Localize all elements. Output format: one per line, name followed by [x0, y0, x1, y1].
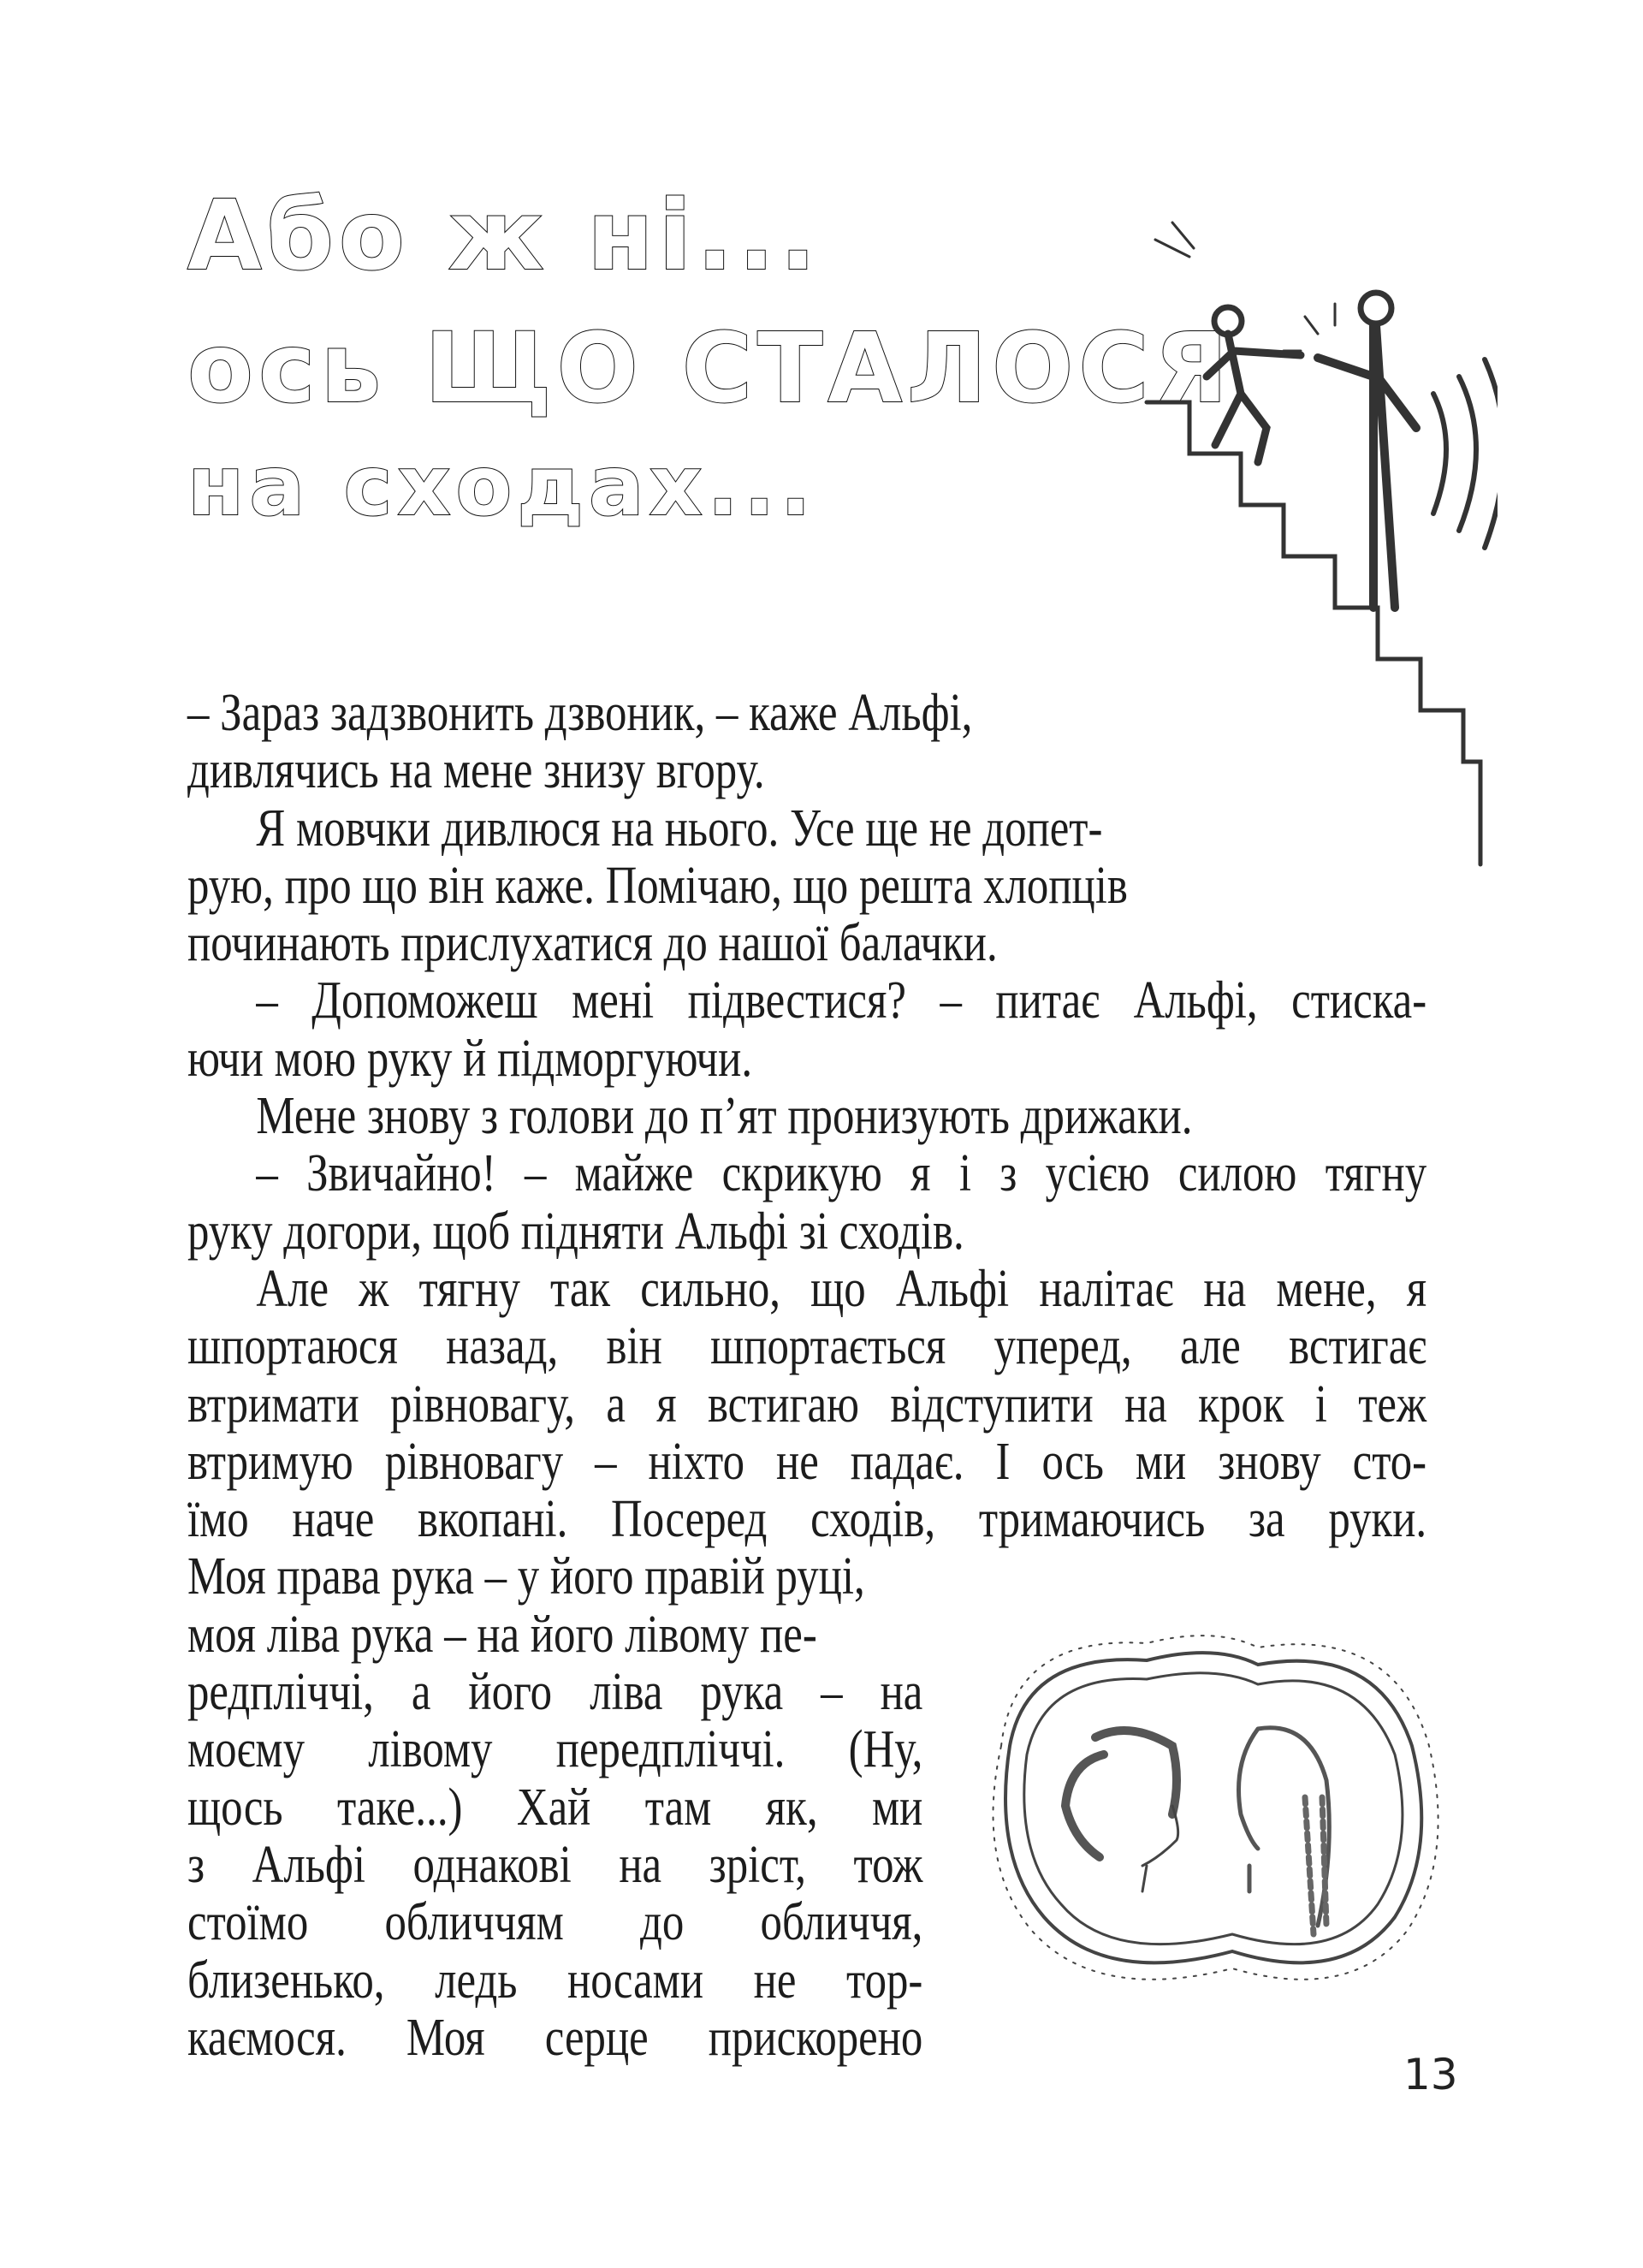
text-line: – Звичайно! – майже скрикую я і з усією силою тягну: [256, 1144, 1427, 1203]
text-line: рую, про що він каже. Помічаю, що решта хлопців: [187, 856, 1128, 915]
text-line: ючи мою руку й підморгуючи.: [187, 1029, 753, 1088]
text-line: щось таке...) Хай там як, ми: [187, 1778, 923, 1837]
chapter-title-line-3: на сходах...: [187, 438, 816, 534]
text-line: Моя права рука – у його правій руці,: [187, 1547, 865, 1606]
text-line: – Зараз задзвонить дзвоник, – каже Альфі,: [187, 684, 973, 742]
text-line: з Альфі однакові на зріст, тож: [187, 1835, 923, 1894]
text-line: починають прислухатися до нашої балачки.: [187, 914, 998, 973]
text-line: – Допоможеш мені підвестися? – питає Альфі, стиска-: [256, 971, 1427, 1030]
text-line: втримати рівновагу, а я встигаю відступити на крок і теж: [187, 1374, 1427, 1434]
text-line: моя ліва рука – на його лівому пе-: [187, 1605, 817, 1664]
text-line: Я мовчки дивлюся на нього. Усе ще не допет-: [256, 799, 1103, 858]
text-line: каємося. Моя серце прискорено: [187, 2008, 923, 2067]
page-number: 13: [1403, 2050, 1458, 2099]
text-line: моєму лівому передпліччі. (Ну,: [187, 1720, 923, 1779]
text-line: близенько, ледь носами не тор-: [187, 1950, 923, 2010]
text-line: їмо наче вкопані. Посеред сходів, тримаючись за руки.: [187, 1490, 1427, 1549]
text-line: руку догори, щоб підняти Альфі зі сходів.: [187, 1202, 964, 1261]
text-line: втримую рівновагу – ніхто не падає. І ось ми знову сто-: [187, 1432, 1427, 1491]
text-line: редпліччі, а його ліва рука – на: [187, 1663, 923, 1722]
text-line: стоїмо обличчям до обличчя,: [187, 1893, 923, 1952]
portrait-illustration: [976, 1626, 1455, 2003]
chapter-title-line-1: Або ж ні...: [187, 181, 822, 292]
text-line: шпортаюся назад, він шпортається уперед, але встигає: [187, 1317, 1427, 1376]
text-line: дивлячись на мене знизу вгору.: [187, 741, 765, 800]
text-line: Мене знову з голови до п’ят пронизують дрижаки.: [256, 1087, 1193, 1146]
text-line: Але ж тягну так сильно, що Альфі налітає на мене, я: [256, 1259, 1427, 1318]
chapter-title-line-2: ось ЩО СТАЛОСЯ: [187, 313, 1233, 425]
